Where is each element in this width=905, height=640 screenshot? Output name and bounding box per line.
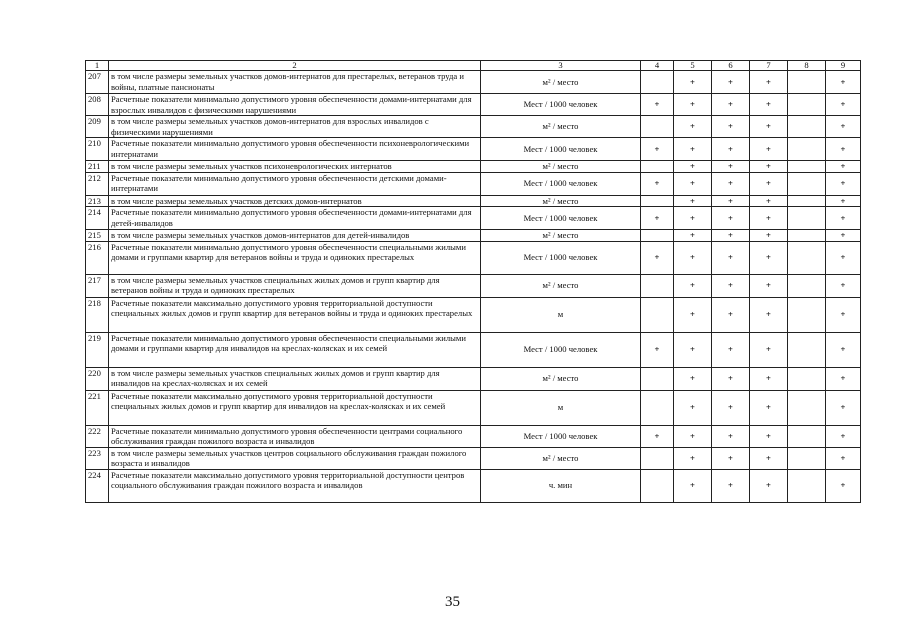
mark-col-7: +	[750, 195, 788, 207]
mark-col-8	[788, 230, 826, 242]
mark-col-7: +	[750, 367, 788, 390]
table-header	[86, 61, 861, 71]
mark-col-6: +	[712, 425, 750, 447]
row-number: 216	[86, 241, 109, 274]
header-cell-8: 8	[788, 61, 826, 71]
row-description: в том числе размеры земельных участков домов-интернатов для взрослых инвалидов с физическими нарушениями	[109, 116, 481, 138]
mark-col-6: +	[712, 195, 750, 207]
row-number: 215	[86, 230, 109, 242]
mark-col-5: +	[674, 230, 712, 242]
table-row	[86, 71, 861, 94]
mark-col-9: +	[826, 230, 861, 242]
row-number: 212	[86, 172, 109, 195]
mark-col-6: +	[712, 230, 750, 242]
mark-col-9: +	[826, 195, 861, 207]
mark-col-9: +	[826, 469, 861, 502]
mark-col-4: +	[641, 207, 674, 230]
mark-col-8	[788, 195, 826, 207]
row-unit: м	[481, 297, 641, 332]
mark-col-9: +	[826, 207, 861, 230]
mark-col-6: +	[712, 71, 750, 94]
mark-col-8	[788, 274, 826, 297]
row-number: 211	[86, 161, 109, 173]
mark-col-8	[788, 367, 826, 390]
mark-col-7: +	[750, 230, 788, 242]
mark-col-6: +	[712, 172, 750, 195]
row-number: 218	[86, 297, 109, 332]
mark-col-8	[788, 207, 826, 230]
row-description: Расчетные показатели минимально допустимого уровня обеспеченности детскими домами-интернатами	[109, 172, 481, 195]
mark-col-7: +	[750, 241, 788, 274]
header-row	[86, 61, 861, 71]
row-description: в том числе размеры земельных участков центров социального обслуживания граждан пожилого возраста и инвалидов	[109, 447, 481, 469]
table-row	[86, 138, 861, 161]
row-unit: ч. мин	[481, 469, 641, 502]
mark-col-4	[641, 469, 674, 502]
mark-col-5: +	[674, 116, 712, 138]
row-number: 221	[86, 390, 109, 425]
row-unit: м	[481, 390, 641, 425]
mark-col-9: +	[826, 241, 861, 274]
row-description: в том числе размеры земельных участков специальных жилых домов и групп квартир для ветеранов войны и труда и одиноких престарелых	[109, 274, 481, 297]
mark-col-7: +	[750, 161, 788, 173]
mark-col-4	[641, 297, 674, 332]
row-number: 213	[86, 195, 109, 207]
row-number: 222	[86, 425, 109, 447]
mark-col-5: +	[674, 71, 712, 94]
mark-col-8	[788, 241, 826, 274]
table-row	[86, 207, 861, 230]
row-description: Расчетные показатели минимально допустимого уровня обеспеченности домами-интернатами для взрослых инвалидов с физическими нарушениями	[109, 94, 481, 116]
row-number: 209	[86, 116, 109, 138]
mark-col-6: +	[712, 297, 750, 332]
row-number: 208	[86, 94, 109, 116]
row-unit: Мест / 1000 человек	[481, 138, 641, 161]
mark-col-8	[788, 116, 826, 138]
mark-col-9: +	[826, 447, 861, 469]
table-row	[86, 332, 861, 367]
mark-col-9: +	[826, 367, 861, 390]
row-unit: Мест / 1000 человек	[481, 207, 641, 230]
table-row	[86, 367, 861, 390]
mark-col-5: +	[674, 94, 712, 116]
mark-col-5: +	[674, 297, 712, 332]
mark-col-7: +	[750, 172, 788, 195]
mark-col-8	[788, 447, 826, 469]
mark-col-5: +	[674, 207, 712, 230]
mark-col-4: +	[641, 332, 674, 367]
row-unit: м² / место	[481, 71, 641, 94]
row-unit: Мест / 1000 человек	[481, 425, 641, 447]
table-body	[86, 71, 861, 503]
mark-col-8	[788, 297, 826, 332]
row-number: 217	[86, 274, 109, 297]
table-row	[86, 390, 861, 425]
mark-col-4	[641, 390, 674, 425]
mark-col-4: +	[641, 94, 674, 116]
mark-col-5: +	[674, 367, 712, 390]
mark-col-8	[788, 469, 826, 502]
mark-col-7: +	[750, 332, 788, 367]
mark-col-9: +	[826, 116, 861, 138]
header-cell-4: 4	[641, 61, 674, 71]
mark-col-8	[788, 390, 826, 425]
row-description: Расчетные показатели минимально допустимого уровня обеспеченности специальными жилыми домами и группами квартир для инвалидов на креслах-колясках и их семей	[109, 332, 481, 367]
mark-col-5: +	[674, 195, 712, 207]
row-unit: м² / место	[481, 230, 641, 242]
mark-col-4	[641, 116, 674, 138]
mark-col-9: +	[826, 172, 861, 195]
mark-col-7: +	[750, 116, 788, 138]
row-unit: м² / место	[481, 116, 641, 138]
mark-col-4	[641, 195, 674, 207]
mark-col-4	[641, 447, 674, 469]
table-row	[86, 241, 861, 274]
row-number: 207	[86, 71, 109, 94]
mark-col-9: +	[826, 297, 861, 332]
mark-col-4	[641, 161, 674, 173]
mark-col-4: +	[641, 241, 674, 274]
table-row	[86, 447, 861, 469]
row-description: в том числе размеры земельных участков домов-интернатов для престарелых, ветеранов труда и войны, платные пансионаты	[109, 71, 481, 94]
mark-col-7: +	[750, 297, 788, 332]
header-cell-6: 6	[712, 61, 750, 71]
mark-col-6: +	[712, 469, 750, 502]
mark-col-9: +	[826, 425, 861, 447]
mark-col-9: +	[826, 138, 861, 161]
row-description: Расчетные показатели минимально допустимого уровня обеспеченности психоневрологическими интернатами	[109, 138, 481, 161]
table-row	[86, 195, 861, 207]
table-row	[86, 172, 861, 195]
mark-col-7: +	[750, 71, 788, 94]
mark-col-5: +	[674, 332, 712, 367]
mark-col-6: +	[712, 447, 750, 469]
row-unit: м² / место	[481, 447, 641, 469]
mark-col-6: +	[712, 116, 750, 138]
mark-col-5: +	[674, 161, 712, 173]
mark-col-9: +	[826, 161, 861, 173]
mark-col-9: +	[826, 274, 861, 297]
table-row	[86, 161, 861, 173]
header-cell-2: 2	[109, 61, 481, 71]
row-description: в том числе размеры земельных участков психоневрологических интернатов	[109, 161, 481, 173]
mark-col-7: +	[750, 94, 788, 116]
row-number: 219	[86, 332, 109, 367]
header-cell-5: 5	[674, 61, 712, 71]
mark-col-4	[641, 274, 674, 297]
row-unit: Мест / 1000 человек	[481, 94, 641, 116]
row-number: 220	[86, 367, 109, 390]
mark-col-9: +	[826, 71, 861, 94]
table-row	[86, 230, 861, 242]
mark-col-4: +	[641, 172, 674, 195]
row-number: 210	[86, 138, 109, 161]
mark-col-4	[641, 367, 674, 390]
mark-col-8	[788, 138, 826, 161]
row-description: в том числе размеры земельных участков детских домов-интернатов	[109, 195, 481, 207]
row-unit: м² / место	[481, 161, 641, 173]
norms-table	[85, 60, 861, 503]
mark-col-6: +	[712, 274, 750, 297]
mark-col-7: +	[750, 447, 788, 469]
row-unit: м² / место	[481, 195, 641, 207]
row-number: 224	[86, 469, 109, 502]
mark-col-8	[788, 425, 826, 447]
mark-col-4: +	[641, 138, 674, 161]
row-description: Расчетные показатели минимально допустимого уровня обеспеченности домами-интернатами для детей-инвалидов	[109, 207, 481, 230]
row-unit: Мест / 1000 человек	[481, 332, 641, 367]
mark-col-8	[788, 332, 826, 367]
mark-col-6: +	[712, 332, 750, 367]
table-row	[86, 297, 861, 332]
mark-col-7: +	[750, 207, 788, 230]
mark-col-7: +	[750, 138, 788, 161]
mark-col-5: +	[674, 172, 712, 195]
mark-col-4	[641, 230, 674, 242]
mark-col-9: +	[826, 94, 861, 116]
mark-col-6: +	[712, 241, 750, 274]
table-row	[86, 425, 861, 447]
mark-col-5: +	[674, 138, 712, 161]
table-row	[86, 94, 861, 116]
row-unit: м² / место	[481, 274, 641, 297]
row-description: в том числе размеры земельных участков домов-интернатов для детей-инвалидов	[109, 230, 481, 242]
header-cell-9: 9	[826, 61, 861, 71]
mark-col-9: +	[826, 390, 861, 425]
row-description: Расчетные показатели минимально допустимого уровня обеспеченности центрами социального обслуживания граждан пожилого возраста и инвалидов	[109, 425, 481, 447]
mark-col-6: +	[712, 367, 750, 390]
mark-col-6: +	[712, 207, 750, 230]
row-unit: м² / место	[481, 367, 641, 390]
row-description: Расчетные показатели минимально допустимого уровня обеспеченности специальными жилыми домами и группами квартир для ветеранов войны и труда и одиноких престарелых	[109, 241, 481, 274]
mark-col-8	[788, 71, 826, 94]
header-cell-7: 7	[750, 61, 788, 71]
mark-col-7: +	[750, 425, 788, 447]
row-description: Расчетные показатели максимально допустимого уровня территориальной доступности специальных жилых домов и групп квартир для инвалидов на креслах-колясках и их семей	[109, 390, 481, 425]
mark-col-4: +	[641, 425, 674, 447]
mark-col-7: +	[750, 390, 788, 425]
mark-col-8	[788, 172, 826, 195]
table-row	[86, 469, 861, 502]
mark-col-5: +	[674, 274, 712, 297]
header-cell-1: 1	[86, 61, 109, 71]
mark-col-8	[788, 94, 826, 116]
row-number: 223	[86, 447, 109, 469]
row-number: 214	[86, 207, 109, 230]
mark-col-5: +	[674, 447, 712, 469]
header-cell-3: 3	[481, 61, 641, 71]
mark-col-5: +	[674, 390, 712, 425]
mark-col-6: +	[712, 161, 750, 173]
row-description: Расчетные показатели максимально допустимого уровня территориальной доступности центров социального обслуживания граждан пожилого возраста и инвалидов	[109, 469, 481, 502]
mark-col-6: +	[712, 390, 750, 425]
row-description: в том числе размеры земельных участков специальных жилых домов и групп квартир для инвалидов на креслах-колясках и их семей	[109, 367, 481, 390]
mark-col-5: +	[674, 425, 712, 447]
mark-col-7: +	[750, 469, 788, 502]
row-description: Расчетные показатели максимально допустимого уровня территориальной доступности специальных жилых домов и групп квартир для ветеранов войны и труда и одиноких престарелых	[109, 297, 481, 332]
mark-col-6: +	[712, 138, 750, 161]
page-number: 35	[445, 594, 460, 610]
mark-col-6: +	[712, 94, 750, 116]
table-row	[86, 116, 861, 138]
mark-col-8	[788, 161, 826, 173]
mark-col-5: +	[674, 241, 712, 274]
row-unit: Мест / 1000 человек	[481, 172, 641, 195]
table-row	[86, 274, 861, 297]
row-unit: Мест / 1000 человек	[481, 241, 641, 274]
mark-col-5: +	[674, 469, 712, 502]
mark-col-9: +	[826, 332, 861, 367]
mark-col-7: +	[750, 274, 788, 297]
mark-col-4	[641, 71, 674, 94]
